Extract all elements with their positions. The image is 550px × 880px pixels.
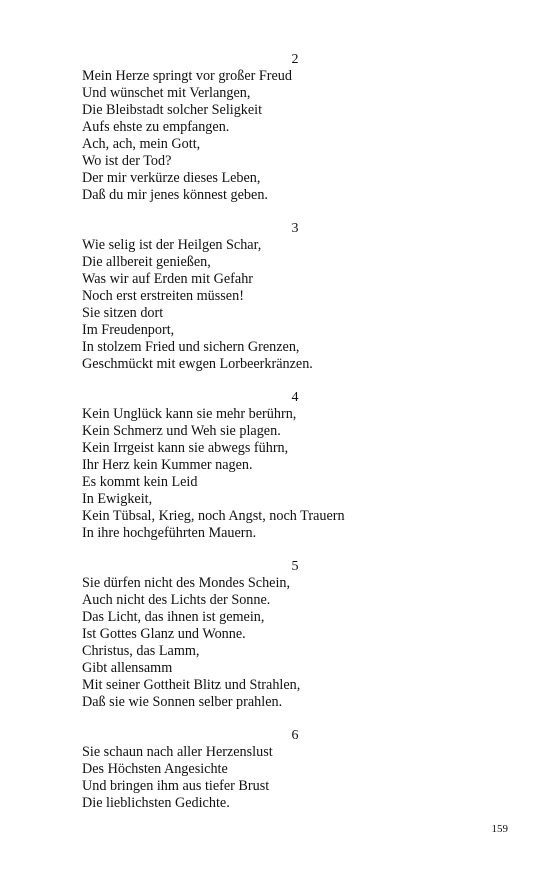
verse-line: Und wünschet mit Verlangen, [82, 85, 251, 101]
verse-line: Auch nicht des Lichts der Sonne. [82, 592, 271, 608]
verse-line: Und bringen ihm aus tiefer Brust [82, 778, 270, 794]
verse-line: Christus, das Lamm, [82, 643, 200, 659]
verse-line: Die allbereit genießen, [82, 254, 211, 270]
verse-line: Ach, ach, mein Gott, [82, 136, 201, 152]
stanza-number: 6 [291, 728, 299, 743]
stanza-number: 4 [291, 390, 299, 405]
poem-page [82, 51, 502, 828]
stanza-6 [82, 727, 502, 812]
verse-line: Des Höchsten Angesichte [82, 761, 228, 777]
stanza-2 [82, 51, 502, 204]
verse-line: Kein Unglück kann sie mehr berührn, [82, 406, 297, 422]
verse-line: Aufs ehste zu empfangen. [82, 119, 230, 135]
verse-line: Noch erst erstreiten müssen! [82, 288, 244, 304]
verse-line: Was wir auf Erden mit Gefahr [82, 271, 254, 287]
verse-line: Wo ist der Tod? [82, 153, 172, 169]
verse-line: Die lieblichsten Gedichte. [82, 795, 230, 811]
page-number: 159 [491, 823, 508, 835]
verse-line: Im Freudenport, [82, 322, 175, 338]
verse-line: Es kommt kein Leid [82, 474, 198, 490]
verse-line: Sie schaun nach aller Herzenslust [82, 744, 273, 760]
stanza-4 [82, 389, 502, 542]
verse-line: Gibt allensamm [82, 660, 173, 676]
verse-line: Daß sie wie Sonnen selber prahlen. [82, 694, 283, 710]
stanza-number: 5 [291, 559, 299, 574]
verse-line: Ihr Herz kein Kummer nagen. [82, 457, 253, 473]
verse-line: Sie sitzen dort [82, 305, 164, 321]
verse-line: Mein Herze springt vor großer Freud [82, 68, 292, 84]
verse-line: Der mir verkürze dieses Leben, [82, 170, 261, 186]
verse-line: Das Licht, das ihnen ist gemein, [82, 609, 265, 625]
stanza-5 [82, 558, 502, 711]
verse-line: Wie selig ist der Heilgen Schar, [82, 237, 262, 253]
stanza-3 [82, 220, 502, 373]
verse-line: Daß du mir jenes könnest geben. [82, 187, 268, 203]
verse-line: Mit seiner Gottheit Blitz und Strahlen, [82, 677, 301, 693]
verse-line: Sie dürfen nicht des Mondes Schein, [82, 575, 291, 591]
stanza-number: 3 [291, 221, 299, 236]
verse-line: Ist Gottes Glanz und Wonne. [82, 626, 246, 642]
verse-line: In ihre hochgeführten Mauern. [82, 525, 257, 541]
verse-line: Kein Irrgeist kann sie abwegs führn, [82, 440, 289, 456]
verse-line: In stolzem Fried und sichern Grenzen, [82, 339, 300, 355]
stanza-number: 2 [291, 52, 299, 67]
verse-line: Geschmückt mit ewgen Lorbeerkränzen. [82, 356, 313, 372]
verse-line: In Ewigkeit, [82, 491, 153, 507]
verse-line: Kein Schmerz und Weh sie plagen. [82, 423, 281, 439]
verse-line: Die Bleibstadt solcher Seligkeit [82, 102, 263, 118]
verse-line: Kein Tübsal, Krieg, noch Angst, noch Trauern [82, 508, 345, 524]
